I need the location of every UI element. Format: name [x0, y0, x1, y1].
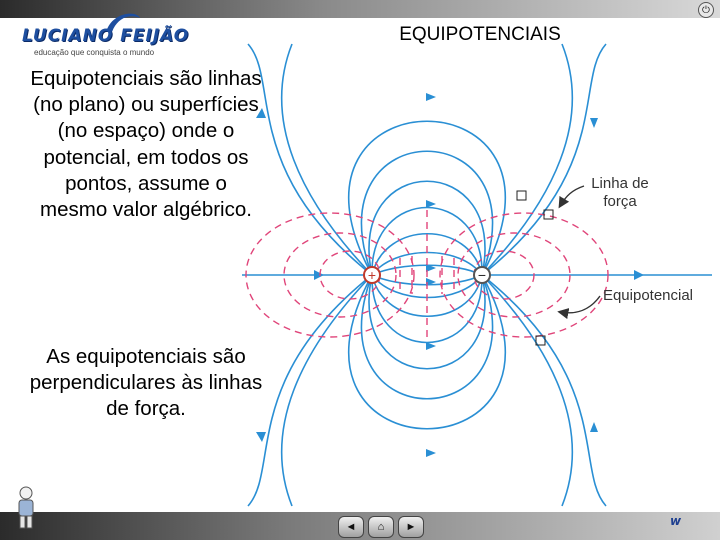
perpendicular-text: As equipotenciais são perpendiculares às linhas de força.: [29, 345, 263, 421]
next-button[interactable]: [398, 516, 424, 538]
brand-name: LUCIANO FEIJÃO: [22, 26, 190, 46]
next-icon: ►: [405, 521, 417, 533]
mascot-icon: [14, 486, 38, 530]
power-button[interactable]: [698, 2, 714, 18]
home-button[interactable]: [368, 516, 394, 538]
svg-text:−: −: [477, 267, 487, 283]
force-line-label-1: Linha de: [591, 175, 649, 192]
callout-arrows: [560, 186, 600, 313]
brand-tagline: educação que conquista o mundo: [34, 48, 155, 57]
footer-logo: w: [670, 514, 682, 528]
svg-text:+: +: [367, 267, 377, 283]
definition-text: Equipotenciais são linhas (no plano) ou superfícies (no espaço) onde o potencial, em todos os pontos, assume o mesmo valor algébrico.: [30, 67, 262, 222]
force-line-label-2: força: [603, 193, 637, 210]
negative-charge: [474, 267, 490, 283]
dipole-field-diagram: [240, 40, 720, 510]
positive-charge: [364, 267, 380, 283]
prev-icon: ◄: [345, 521, 357, 533]
prev-button[interactable]: [338, 516, 364, 538]
equipotential-label: Equipotencial: [602, 287, 694, 304]
slide-title: EQUIPOTENCIAIS: [399, 24, 561, 45]
home-icon: ⌂: [377, 521, 385, 533]
power-icon: ⏻: [702, 4, 710, 16]
